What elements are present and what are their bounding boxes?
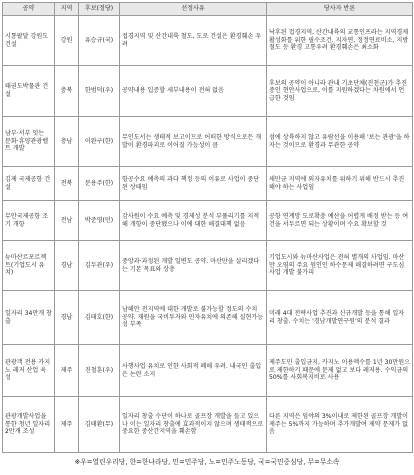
party-legend-note: ※우=열린우리당, 한=한나라당, 민=민주당, 노=민주노동당, 국=국민중심당, 무=무소속: [74, 458, 340, 466]
region-cell: 제주: [55, 397, 79, 453]
pledge-cell: 태권도박물관 건설: [3, 66, 55, 117]
reason-cell: 중앙과·과정된 개발 일변도 공약. 마산만을 살리겠다는 기본 목표와 상충: [120, 241, 267, 291]
table-row: [3, 241, 413, 291]
rebuttal-cell: 다른 지역은 임야의 3%이내로 제한된 골프장 개발이 제주는 5%까지 가능하며 추가개발여 제약 문제가 없음: [267, 397, 413, 453]
region-cell: 충남: [55, 117, 79, 167]
pledge-cell: 관광객 전용 카지노 레저 산업 육성: [3, 345, 55, 397]
reason-cell: 무인도서는 생태적 보고이므로 어떠한 방식으로든 개발이 환경파괴로 이어질 가능성이 큼: [120, 117, 267, 167]
pledge-cell: 무안국제공항 조기 개항: [3, 201, 55, 241]
candidate-cell: 한범덕(우): [79, 66, 120, 117]
pledge-cell: 관광개발사업을 통한 청년 일자리 2만개 조성: [3, 397, 55, 453]
reason-cell: 일자리 창출 수단이 하나로 골프장 개발을 들고 있으나 이는 일자리 창출에 효과적이지 않으며 생태적으로 중요한 중산간지역을 훼손함: [120, 397, 267, 453]
reason-cell: 남해안 전지역에 대한 개발로 불가능할 정도의 수치 공약. 재원을 국비투자와 민자유치에 의존해 실현가능성 부족: [120, 291, 267, 345]
reason-cell: 공약내용 입증할 세부내용이 전혀 없음: [120, 66, 267, 117]
pledge-cell: 뉴마산르포르젝트(기업도시 유치): [3, 241, 55, 291]
candidate-cell: 김태환(무): [79, 397, 120, 453]
candidate-cell: 진철훈(우): [79, 345, 120, 397]
table-row: [3, 397, 413, 453]
table-row: [3, 201, 413, 241]
header-candidate: 후보(정당): [79, 3, 120, 16]
table-row: [3, 167, 413, 201]
header-pledge: 공약: [3, 3, 55, 16]
candidate-cell: 김태호(한): [79, 291, 120, 345]
header-rebuttal: 당사자 반론: [267, 3, 413, 16]
pledge-cell: 시툥팔달 강원도 건설: [3, 16, 55, 66]
region-cell: 경남: [55, 241, 79, 291]
table-header-row: [3, 3, 413, 16]
rebuttal-cell: 미래 4대 전략사업 추진과 신규개발 등을 통해 일자리 창출. 수치는 '경남개발연구원'의 분석 결과: [267, 291, 413, 345]
candidate-cell: 김두관(우): [79, 241, 120, 291]
rebuttal-cell: 후보의 공약이 아니라 관내 기초단체(진천군)가 추진중인 현안사업으로, 이를 지원하겠다는 차원에서 언급한 것임: [267, 66, 413, 117]
reason-cell: 항공수요 예측의 과다 책정 등의 이유로 사업이 중단된 상태임: [120, 167, 267, 201]
reason-cell: 사행사업 유치로 인한 사회적 폐해 우려. 내국인 출입은 논란 소지: [120, 345, 267, 397]
header-reason: 선정사유: [120, 3, 267, 16]
table-row: [3, 345, 413, 397]
region-cell: 전남: [55, 201, 79, 241]
candidate-cell: 유승규(국): [79, 16, 120, 66]
reason-cell: 감사원이 수요 예측 및 경제성 분석 부풀리기를 지적해 개항이 중단됐으나 이에 대한 해결대책 없음: [120, 201, 267, 241]
table-row: [3, 291, 413, 345]
region-cell: 제주: [55, 345, 79, 397]
candidate-cell: 이완구(한): [79, 117, 120, 167]
region-cell: 강원: [55, 16, 79, 66]
table-row: [3, 66, 413, 117]
region-cell: 전북: [55, 167, 79, 201]
rebuttal-cell: 섬에 상륙하지 않고 유람선을 이용해 '보는 관광'을 하자는 것이므로 환경과 무관한 공약: [267, 117, 413, 167]
header-region: 지역: [55, 3, 79, 16]
pledge-cell: 일자리 34만개 창출: [3, 291, 55, 345]
region-cell: 경남: [55, 291, 79, 345]
table-row: [3, 117, 413, 167]
candidate-cell: 문용주(한): [79, 167, 120, 201]
pledge-cell: 김제 국제공항 건설: [3, 167, 55, 201]
table-row: [3, 16, 413, 66]
rebuttal-cell: 공항 연계망 도로확충 예산을 어렵게 배정 받는 등 여건을 서두르면 되는 상황이며 수요 확보할 것: [267, 201, 413, 241]
rebuttal-cell: 제주도민 출입금지, 카지노 이용액수를 1년 30만원으로 제한하기 때문에 문제 없고 보다 레저용. 수익금의 50%를 사회복지비로 사용: [267, 345, 413, 397]
rebuttal-cell: 낙후된 접경지역, 산간내륙의 교통인프라는 지역경제 활성화를 위한 필수조건. 지자연, 정정연료비소, 지방철도 등 환경 고통우려 환경훼손은 최소화: [267, 16, 413, 66]
pledge-cell: 남부·서부 잇는 문화·휴양관광벨트 개발: [3, 117, 55, 167]
region-cell: 충북: [55, 66, 79, 117]
candidate-cell: 박준영(민): [79, 201, 120, 241]
rebuttal-cell: 기업도시와 뉴마산사업은 전혀 별개의 사업임. 마산만 오염의 주요 원인인 하수문제 해결하려면 구도심 사업 개발 불가피: [267, 241, 413, 291]
pledge-table: [2, 2, 413, 453]
rebuttal-cell: 새만금 지역에 외자유치를 위하기 위해 반드시 추진해야 하는 사업임: [267, 167, 413, 201]
reason-cell: 접경지역 및 산간내륙 철도, 도로 건설은 환경훼손 우려: [120, 16, 267, 66]
